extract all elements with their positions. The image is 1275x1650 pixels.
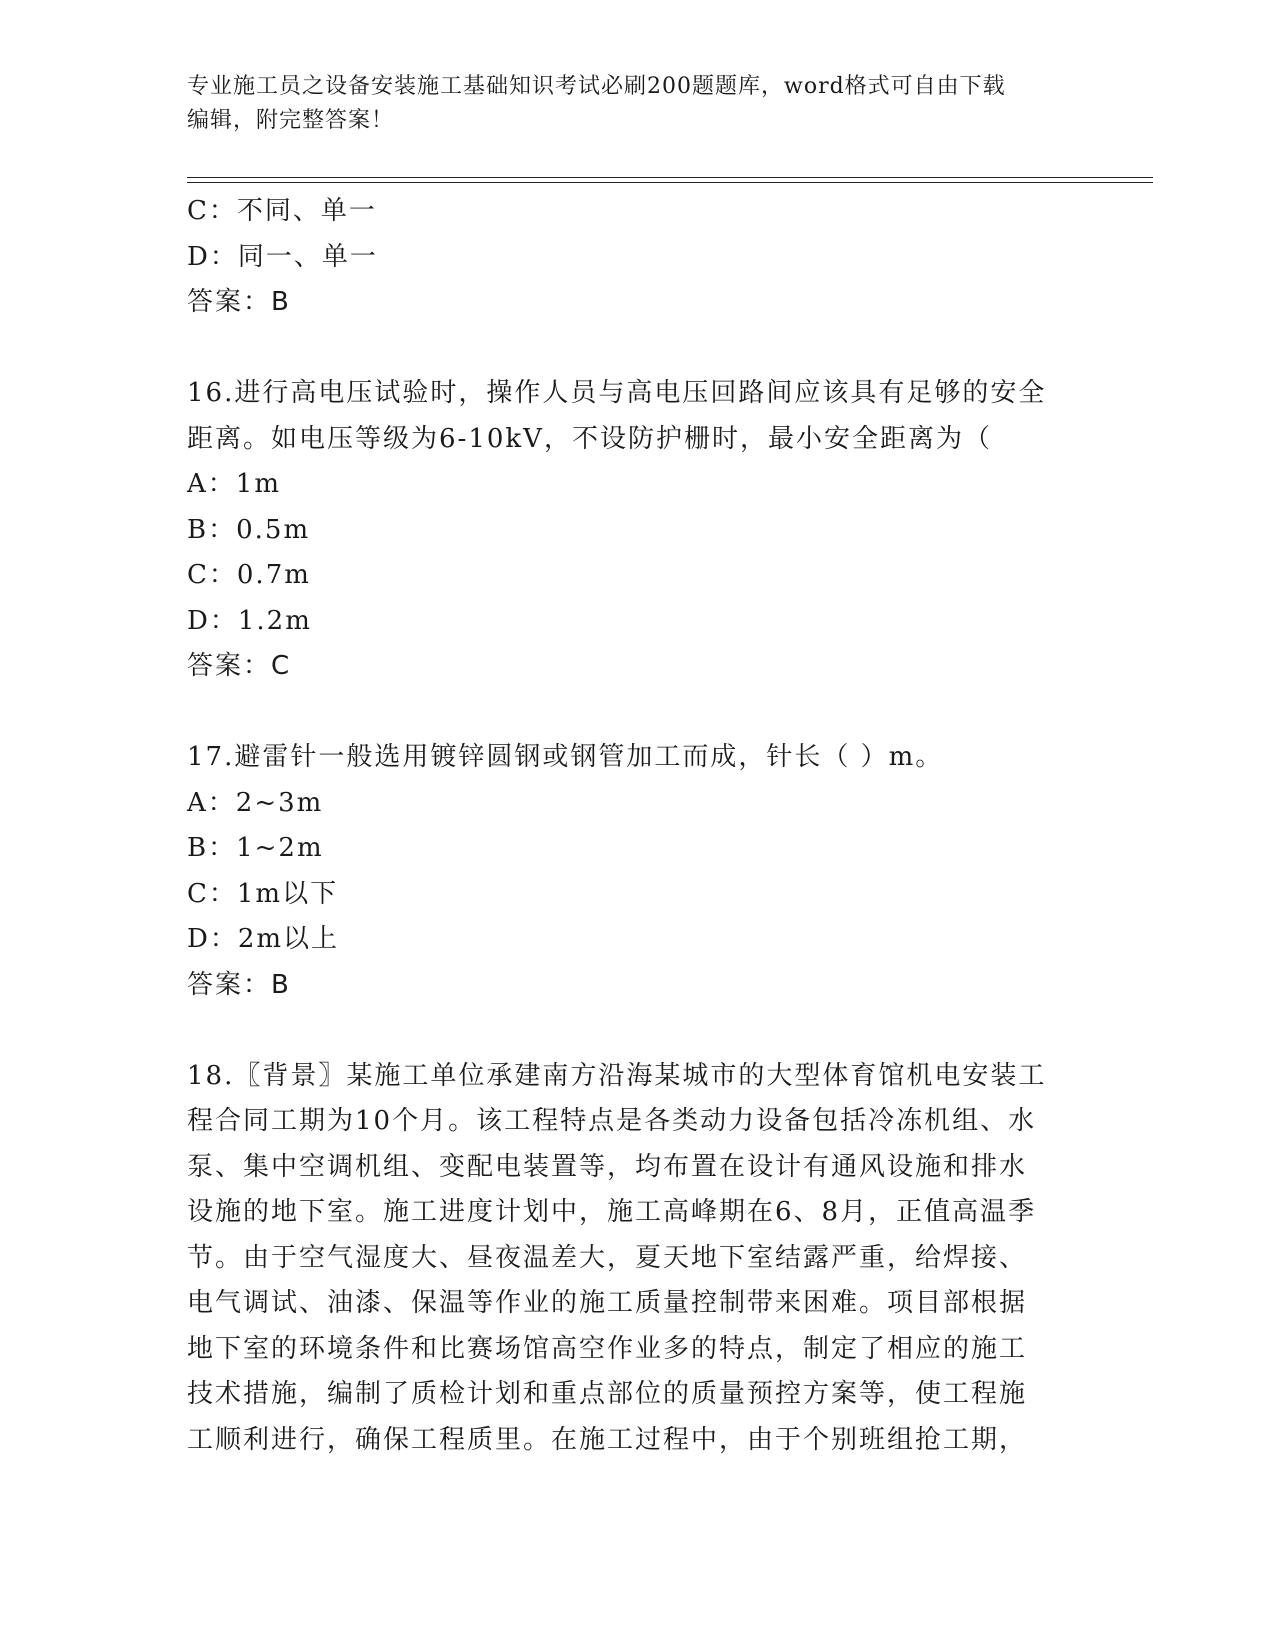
q17-option-a: A：2~3m [187,787,324,818]
q16-text-line-1: 16.进行高电压试验时，操作人员与高电压回路间应该具有足够的安全 [187,378,1047,408]
q16-option-a: A：1m [187,469,281,499]
q17-text: 17.避雷针一般选用镀锌圆钢或钢管加工而成，针长（ ）m。 [187,742,944,772]
q18-text-line: 地下室的环境条件和比赛场馆高空作业多的特点，制定了相应的施工 [187,1333,1028,1364]
header-line-1: 专业施工员之设备安装施工基础知识考试必刷200题题库，word格式可自由下载 [187,74,1006,99]
q18-text-line: 18.〖背景〗某施工单位承建南方沿海某城市的大型体育馆机电安装工 [187,1060,1047,1091]
q18-text-line: 节。由于空气湿度大、昼夜温差大，夏天地下室结露严重，给焊接、 [187,1242,1028,1273]
header-divider-bottom [187,182,1153,183]
q18-text-line: 程合同工期为10个月。该工程特点是各类动力设备包括冷冻机组、水 [187,1106,1037,1136]
document-body [187,189,1087,1463]
q18-text-line: 电气调试、油漆、保温等作业的施工质量控制带来困难。项目部根据 [187,1288,1028,1318]
spacer [187,1008,1087,1054]
spacer [187,690,1087,736]
q15-option-d: D：同一、单一 [187,241,378,272]
q18-text-line: 技术措施，编制了质检计划和重点部位的质量预控方案等，使工程施 [187,1379,1028,1409]
q15-option-c: C：不同、单一 [187,196,377,226]
q17-option-b: B：1~2m [187,833,324,863]
q16-option-b: B：0.5m [187,514,311,545]
q18-text-line: 设施的地下室。施工进度计划中，施工高峰期在6、8月，正值高温季 [187,1197,1037,1227]
header-divider-top [187,177,1153,178]
q16-text-line-2: 距离。如电压等级为6-10kV，不设防护栅时，最小安全距离为（ [187,423,992,454]
header-line-2: 编辑，附完整答案！ [187,108,395,133]
spacer [187,326,1087,372]
q17-answer: 答案：B [187,969,291,1000]
q17-option-d: D：2m以上 [187,924,340,954]
q16-answer: 答案：C [187,651,292,681]
q18-text-line: 工顺利进行，确保工程质里。在施工过程中，由于个别班组抢工期， [187,1424,1028,1455]
q17-option-c: C：1m以下 [187,878,339,909]
q15-answer: 答案：B [187,287,291,317]
q18-text-line: 泵、集中空调机组、变配电装置等，均布置在设计有通风设施和排水 [187,1151,1028,1182]
q16-option-c: C：0.7m [187,560,311,590]
q16-option-d: D：1.2m [187,605,312,636]
page-header [187,70,1067,138]
